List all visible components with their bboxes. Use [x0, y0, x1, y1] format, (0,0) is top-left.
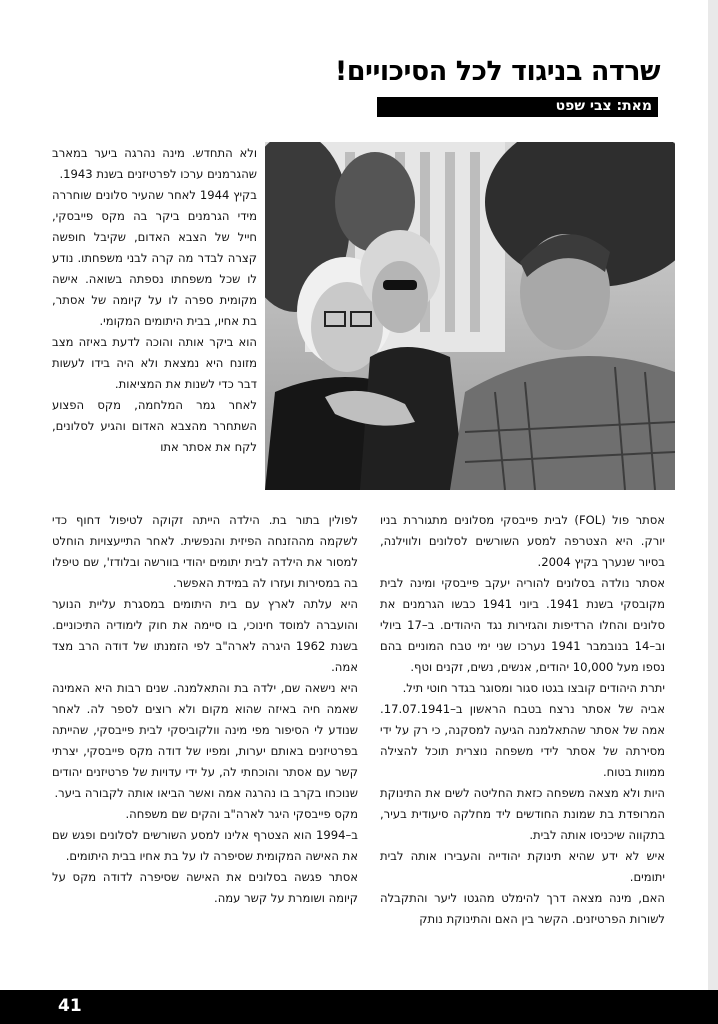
paragraph: ולא התחדש. מינה נהרגה ביער במארב שהגרמנים ערכו לפרטיזנים בשנת 1943. [52, 146, 257, 181]
paragraph: הוא ביקר אותה והוכה לדעת באיזה מצב מזונח היא נמצאת ולא היה בידו לעשות דבר כדי לשנות את המציאות. [52, 335, 257, 391]
paragraph: היא נישאה שם, ילדה בת והתאלמנה. שנים רבות היא האמינה שאמה חיה באיזה שהוא מקום ולא רוצים לספר לה. לאחר שנודע לי הסיפור מפי מינה וולקוביסקי לבית פייבסקי, שהייתה בפרטיזנים באותם יערות, ומפיו של דודה מקס פייבסקי, יצרתי קשר עם אסתר והוכחתי לה, על ידי עדויות של פרטיזנים יהודים שנוכחו בקרב בו נהרגה אמה ואשר הביאו אותה לקבורה ביער. [52, 681, 358, 800]
text-column-top-left [52, 143, 257, 458]
paragraph: איש לא ידע שהיא תינוקת יהודייה והעבירו אותה לבית יתומים. [380, 849, 665, 884]
paragraph: בקיץ 1944 לאחר שהעיר סלונים שוחררה מידי הגרמנים ביקר בה מקס פייבסקי, חייל של הצבא האדום, שקיבל חופשה קצרה לבדר מה קרה לבני משפחתו. נודע לו שכל משפחתו נספתה בשואה. אישה מקומית ספרה לו על קיומה של אסתר, בת אחיו, בבית היתומים המקומי. [52, 188, 257, 328]
paragraph: יתרת היהודים קובצו בגטו סגור ומסוגר בגדר חוטי תיל. [402, 681, 665, 695]
paragraph: אסתר נולדה בסלונים להוריה יעקב פייבסקי ומינה לבית מקובסקי בשנת 1941. ביוני 1941 כבשו הגרמנים את סלונים והחלו הרדיפות והגזירות נגד היהודים. ב–17 ביולי וב–14 בנובמבר 1941 נערכו שני ימי טבח המוניים בהם נספו מעל 10,000 יהודים, אנשים, נשים, זקנים וטף. [380, 576, 666, 674]
text-column-right [380, 510, 665, 930]
article-photo [265, 142, 675, 490]
footer-bar [0, 990, 718, 1024]
paragraph: אסתר פול (FOL) לבית פייבסקי מסלונים מתגוררת בניו יורק. היא הצטרפה למסע השורשים לסלונים ולווילנה, בסיור שנערך בקיץ 2004. [380, 513, 666, 569]
article-title: שרדה בניגוד לכל הסיכויים! [334, 56, 660, 87]
paragraph: היות ולא מצאה משפחה כזאת החליטה לשים את התינוקת המרופדת בת שמונת החודשים ליד מחלקה סיעודית בעיר, בתקווה שיכניסו אותה לבית. [380, 786, 665, 842]
byline: מאת: צבי שפט [555, 98, 652, 114]
byline-bar [377, 97, 658, 117]
page-edge-shadow [708, 0, 718, 990]
text-column-bottom-left [52, 510, 358, 909]
paragraph: מקס פייבסקי היגר לארה"ב והקים שם משפחה. [125, 807, 358, 821]
paragraph: היא עלתה לארץ עם בית היתומים במסגרת עליית הנוער והועברה למוסד חינוכי, בו סיימה את חוק לימודיה התיכוניים. בשנת 1962 היגרה לארה"ב לפי הזמנתו של דודה הרב מצד אמה. [52, 597, 358, 674]
paragraph: ב–1994 הוא הצטרף אלינו למסע השורשים לסלונים ופגש שם את האישה המקומית שסיפרה לו על בת אחיו בבית היתומים. [52, 828, 358, 863]
paragraph: אסתר פגשה בסלונים את האישה שסיפרה לדודה מקס על קיומה ושומרת על קשר עמה. [52, 870, 358, 905]
paragraph: האם, מינה מצאה דרך להימלט מהגטו ליער והתקבלה לשורות הפרטיזנים. הקשר בין האם והתינוקת נותק [380, 891, 665, 926]
page-number: 41 [58, 996, 82, 1016]
paragraph: לפולין בתור בת. הילדה הייתה זקוקה לטיפול דחוף כדי לשקמה מההזנחה הפיזית והנפשית. לאחר התייעצויות הוחלט למסור את הילדה לבית יתומים יהודי בוורשה ובלודז', שם טיפלו בה במסירות ועזרו לה במידת האפשר. [52, 513, 358, 590]
paragraph: לאחר גמר המלחמה, מקס הפצוע השתחרר מהצבא האדום והגיע לסלונים, לקח את אסתר אתו [52, 398, 257, 454]
paragraph: אביה של אסתר נרצח בטבח הראשון ב–17.07.1941. אמה של אסתר שהתאלמנה הגיעה למסקנה, כי רק על ידי מסירתה של אסתר לידי משפחה נוצרית תוכל להצילה ממוות בטוח. [380, 702, 665, 779]
